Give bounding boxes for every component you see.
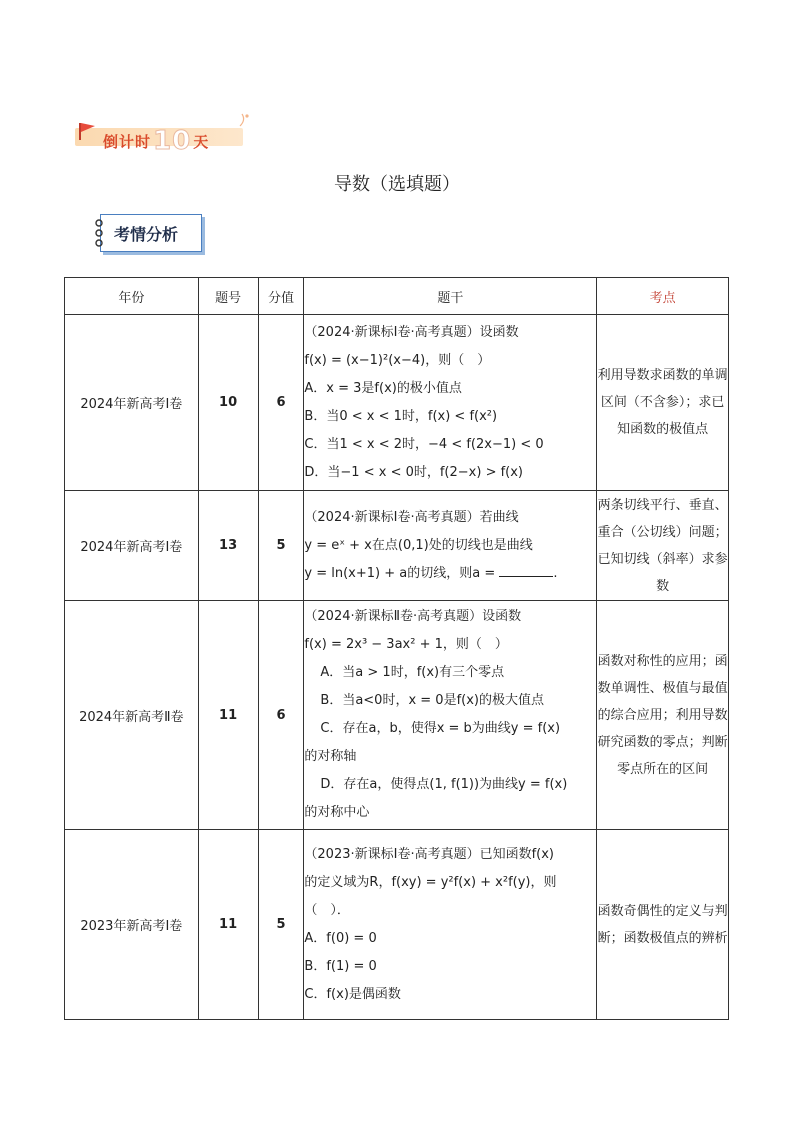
- cell-point: 两条切线平行、垂直、重合（公切线）问题；已知切线（斜率）求参数: [597, 491, 729, 601]
- cell-year: 2024年新高考Ⅰ卷: [65, 491, 199, 601]
- question-line: （2024·新课标Ⅰ卷·高考真题）若曲线: [304, 509, 519, 525]
- question-line: B．f(1) = 0: [304, 958, 377, 974]
- countdown-banner: [75, 118, 245, 156]
- binder-rings-icon: [92, 218, 106, 248]
- question-line: 的对称中心: [304, 805, 370, 820]
- question-line: D．存在a，使得点(1, f(1))为曲线y = f(x): [320, 777, 568, 792]
- cell-number: 13: [198, 491, 258, 601]
- question-line: f(x) = 2x³ − 3ax² + 1，则（ ）: [304, 637, 508, 652]
- question-line: A．x = 3是f(x)的极小值点: [304, 380, 462, 396]
- question-line: B．当a<0时，x = 0是f(x)的极大值点: [320, 693, 544, 708]
- cell-question: [304, 830, 597, 1020]
- question-line: y = eˣ + x在点(0,1)处的切线也是曲线: [304, 537, 533, 553]
- cell-year: 2024年新高考Ⅱ卷: [65, 601, 199, 830]
- cell-score: 6: [258, 601, 304, 830]
- question-line: （2024·新课标Ⅰ卷·高考真题）设函数: [304, 324, 519, 340]
- header-year: 年份: [65, 278, 199, 315]
- cell-question: [304, 315, 597, 491]
- cell-year: 2024年新高考Ⅰ卷: [65, 315, 199, 491]
- cell-number: 11: [198, 830, 258, 1020]
- header-question: 题干: [304, 278, 597, 315]
- question-line: （2024·新课标Ⅱ卷·高考真题）设函数: [304, 609, 522, 624]
- question-line: f(x) = (x−1)²(x−4)，则（ ）: [304, 352, 491, 368]
- question-line: A．f(0) = 0: [304, 930, 377, 946]
- cell-score: 6: [258, 315, 304, 491]
- cell-point: 利用导数求函数的单调区间（不含参）；求已知函数的极值点: [597, 315, 729, 491]
- question-line: （2023·新课标Ⅰ卷·高考真题）已知函数f(x): [304, 846, 555, 862]
- header-score: 分值: [258, 278, 304, 315]
- sparkle-icon: [236, 110, 252, 130]
- question-line: C．f(x)是偶函数: [304, 986, 401, 1002]
- question-line: A．当a > 1时，f(x)有三个零点: [320, 665, 505, 680]
- table-row: [65, 601, 729, 830]
- question-line: D．当−1 < x < 0时，f(2−x) > f(x): [304, 464, 524, 480]
- table-row: [65, 491, 729, 601]
- table-row: [65, 830, 729, 1020]
- section-tag: [96, 212, 200, 252]
- cell-year: 2023年新高考Ⅰ卷: [65, 830, 199, 1020]
- exam-analysis-table: [64, 277, 729, 1020]
- question-line: C．存在a，b，使得x = b为曲线y = f(x): [320, 721, 561, 736]
- cell-point: 函数奇偶性的定义与判断；函数极值点的辨析: [597, 830, 729, 1020]
- cell-number: 10: [198, 315, 258, 491]
- tag-label: 考情分析: [114, 225, 179, 244]
- cell-score: 5: [258, 491, 304, 601]
- page-title: 导数（选填题）: [334, 174, 460, 195]
- question-line: （ ）．: [304, 902, 350, 918]
- banner-text: 倒计时10 天: [103, 126, 210, 156]
- cell-score: 5: [258, 830, 304, 1020]
- table-row: [65, 315, 729, 491]
- question-line: B．当0 < x < 1时，f(x) < f(x²): [304, 408, 498, 424]
- header-number: 题号: [198, 278, 258, 315]
- flag-icon: [77, 120, 99, 142]
- cell-question: [304, 491, 597, 601]
- question-line: 的定义域为R，f(xy) = y²f(x) + x²f(y)，则: [304, 874, 557, 890]
- cell-point: 函数对称性的应用；函数单调性、极值与最值的综合应用；利用导数研究函数的零点；判断零点所在的区间: [597, 601, 729, 830]
- header-point: 考点: [597, 278, 729, 315]
- cell-question: [304, 601, 597, 830]
- answer-blank: [499, 564, 553, 577]
- cell-number: 11: [198, 601, 258, 830]
- question-line: C．当1 < x < 2时，−4 < f(2x−1) < 0: [304, 436, 544, 452]
- question-line: 的对称轴: [304, 749, 357, 764]
- question-line: y = ln(x+1) + a的切线，则a = .: [304, 565, 558, 581]
- table-header-row: [65, 278, 729, 315]
